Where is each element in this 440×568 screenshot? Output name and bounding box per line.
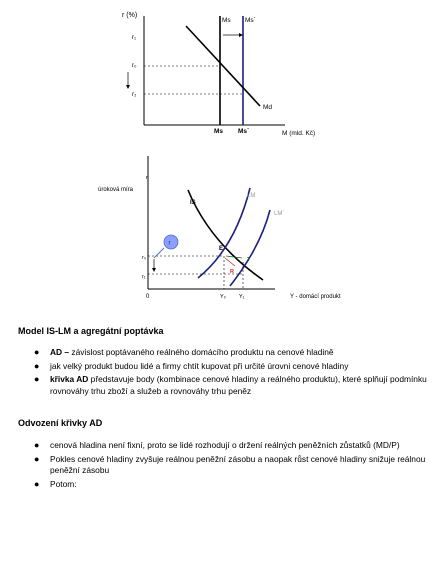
md-curve-label: Md	[263, 104, 273, 111]
bubble-circle	[164, 235, 178, 249]
bullet-icon: ●	[34, 347, 40, 357]
list-item-text: jak velký produkt budou lidé a firmy chtít kupovat při určité úrovni cenové hladiny	[50, 360, 349, 371]
bullet-icon: ●	[34, 453, 40, 464]
is-curve-label: IS	[190, 200, 196, 206]
is-curve	[188, 190, 263, 280]
section-list-ad	[20, 440, 430, 492]
x-axis-label: Y - domácí produkt	[290, 294, 341, 300]
list-item-bold: AD –	[50, 347, 72, 357]
list-item	[20, 361, 430, 373]
list-item	[20, 374, 430, 397]
down-arrow-head-icon	[152, 268, 156, 272]
section-list-is-lm	[20, 347, 430, 399]
down-arrow-head-icon	[126, 85, 130, 89]
point-r-label: R	[230, 269, 234, 275]
move-e-r-arrow-icon	[225, 258, 235, 266]
x-tick-ms: Ms	[214, 128, 224, 135]
bullet-icon: ●	[34, 440, 40, 450]
y-axis-label: úroková míra	[98, 187, 134, 193]
list-item-text: cenová hladina není fixní, proto se lidé rozhodují o držení reálných peněžních zůstatků (MD/P)	[50, 440, 400, 450]
bubble-pointer	[154, 248, 164, 258]
r-axis-letter: r	[146, 175, 148, 181]
list-item	[20, 440, 430, 452]
origin-label: 0	[146, 294, 150, 300]
list-item-text: závislost poptávaného reálného domácího produktu na cenové hladině	[71, 347, 334, 357]
section-title-is-lm: Model IS-LM a agregátní poptávka	[18, 326, 164, 336]
y-tick-r0: r₀	[142, 255, 147, 261]
bullet-icon: ●	[34, 360, 40, 371]
lm-shift-curve	[230, 210, 270, 286]
y-tick-r1: r₁	[132, 35, 137, 41]
list-item	[20, 347, 430, 359]
y-tick-r1: r₁	[142, 274, 146, 280]
money-market-figure	[110, 8, 330, 138]
point-t-label: T	[247, 257, 251, 263]
ms-shift-curve-label: Ms´	[245, 17, 256, 24]
list-item-bold: křivka AD	[50, 374, 91, 384]
lm-curve-label: LM	[247, 193, 256, 199]
y-axis-label: r (%)	[122, 12, 138, 19]
point-e-label: E	[219, 246, 224, 252]
list-item-text: představuje body (kombinace cenové hladiny a reálného produktu), které splňují podmínku rovnováhy trhu zboží a služeb a rovnováhy trhu peněz	[50, 374, 427, 396]
y-tick-r2: r₂	[132, 92, 137, 98]
x-tick-ms-shift: Ms´	[238, 128, 250, 135]
list-item	[20, 454, 430, 477]
x-axis-label: M (mld. Kč)	[282, 130, 316, 137]
is-lm-figure	[80, 148, 360, 308]
list-item	[20, 479, 430, 491]
ms-curve-label: Ms	[222, 17, 231, 24]
list-item-text: Potom:	[50, 478, 77, 489]
bullet-icon: ●	[34, 374, 40, 384]
bullet-icon: ●	[34, 478, 40, 489]
x-tick-y1: Y₁	[239, 294, 245, 300]
bubble-label: r	[168, 240, 171, 247]
section-title-ad: Odvození křivky AD	[18, 418, 103, 428]
y-tick-r0: r₀	[132, 63, 137, 69]
lm-shift-curve-label: LM´	[274, 211, 285, 217]
x-tick-y0: Y₀	[220, 294, 226, 300]
list-item-text: Pokles cenové hladiny zvyšuje reálnou peněžní zásobu a naopak růst cenové hladiny snižuje reálnou peněžní zásobu	[50, 453, 426, 475]
